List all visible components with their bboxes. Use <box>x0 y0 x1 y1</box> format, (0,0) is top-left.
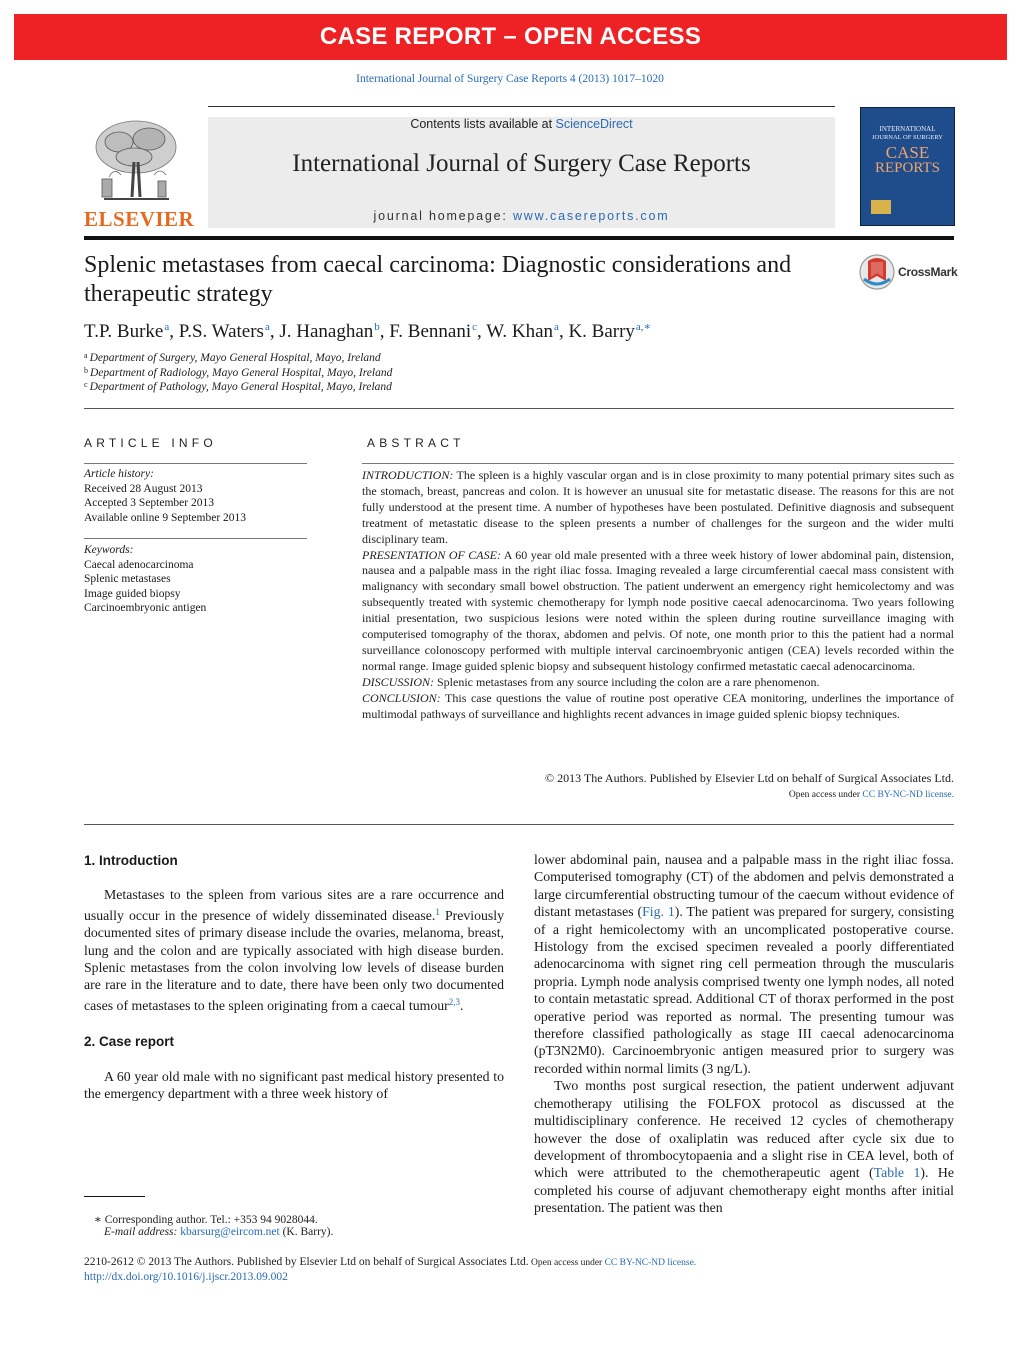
affiliation: $^b$ Department of Radiology, Mayo General Hospital, Mayo, Ireland <box>84 366 393 379</box>
journal-citation-link[interactable]: International Journal of Surgery Case Reports 4 (2013) 1017–1020 <box>356 73 664 85</box>
article-info-heading: ARTICLE INFO <box>84 436 217 450</box>
cover-line-3: CASE <box>885 142 930 162</box>
abstract-heading: ABSTRACT <box>367 436 465 450</box>
keyword: Carcinoembryonic antigen <box>84 602 207 614</box>
corresponding-author-note: ∗ Corresponding author. Tel.: +353 94 9028044. <box>94 1214 318 1226</box>
email-note: E-mail address: kbarsurg@eircom.net (K. Barry). <box>104 1226 334 1238</box>
cover-line-1: INTERNATIONAL <box>879 125 936 133</box>
affiliation: $^c$ Department of Pathology, Mayo General Hospital, Mayo, Ireland <box>84 380 392 393</box>
affiliation-rule <box>84 408 954 409</box>
author-affil-mark[interactable]: a <box>264 321 270 333</box>
issn-line: 2210-2612 © 2013 The Authors. Published by Elsevier Ltd on behalf of Surgical Associates Ltd. Open access under CC BY-NC-ND license. <box>84 1256 697 1268</box>
keyword: Caecal adenocarcinoma <box>84 558 194 571</box>
footer-license-link[interactable]: CC BY-NC-ND license. <box>604 1258 697 1268</box>
article-history: Article history: Received 28 August 2013 Accepted 3 September 2013 Available online 9 September 2013 <box>84 467 307 525</box>
table-link[interactable]: Table 1 <box>873 1165 921 1181</box>
open-access-note: Open access under CC BY-NC-ND license. <box>788 790 954 800</box>
author[interactable]: T.P. Burke <box>84 321 164 342</box>
author-affil-mark[interactable]: a <box>164 321 170 333</box>
cover-line-4: REPORTS <box>875 159 940 176</box>
abstract-text <box>362 468 954 723</box>
abstract-copyright: © 2013 The Authors. Published by Elsevier Ltd on behalf of Surgical Associates Ltd. <box>545 771 954 785</box>
abstract-conclusion: CONCLUSION: This case questions the value of routine post operative CEA monitoring, underlines the importance of multimodal pathways of surveillance and highlights recent advances in image guided splenic biopsy techniques. <box>362 690 954 721</box>
cover-line-2: JOURNAL OF SURGERY <box>872 134 943 141</box>
author-affil-mark[interactable]: a,∗ <box>635 321 652 333</box>
journal-name: International Journal of Surgery Case Reports <box>292 150 751 177</box>
reference-link[interactable]: 2,3 <box>448 996 460 1007</box>
header-bottom-rule <box>84 236 954 240</box>
chemotherapy-paragraph: Two months post surgical resection, the patient underwent adjuvant chemotherapy utilising the FOLFOX protocol as discussed at the multidisciplinary conference. He received 12 cycles of chemotherapy however the dose of oxaliplatin was reduced after cycle six due to development of thrombocytopaenia and a slight rise in CEA level, both of which were attributed to the chemotherapeutic agent (Table 1). He completed his course of adjuvant chemotherapy eight months after initial presentation. The patient was then <box>534 1078 954 1216</box>
doi-link[interactable]: http://dx.doi.org/10.1016/j.ijscr.2013.09.002 <box>84 1271 288 1283</box>
open-access-banner: CASE REPORT – OPEN ACCESS <box>14 14 1007 60</box>
author[interactable]: J. Hanaghan <box>279 321 374 342</box>
email-link[interactable]: kbarsurg@eircom.net <box>180 1226 280 1238</box>
section-heading-case-report: 2. Case report <box>84 1034 175 1050</box>
intro-paragraph: Metastases to the spleen from various sites are a rare occurrence and usually occur in the presence of widely disseminated disease.$^1$ Previously documented sites of primary disease include the ovaries, melanoma, breast, lung and the colon and are typically associated with high disease burden. Splenic metastases from the colon involving low levels of disease burden are rare in the literature and to date, there have been only two documented cases of metastases to the spleen originating from a caecal tumour$^{2,3}$. <box>84 887 504 1013</box>
abstract-introduction: INTRODUCTION: The spleen is a highly vascular organ and is in close proximity to many potential primary sites such as the stomach, breast, pancreas and colon. It is however an unusual site for metastatic disease. The reasons for this are not fully understood at the present time. A number of hypotheses have been postulated. Definitive diagnosis and subsequent treatment of metastatic disease to the spleen presents a number of challenges for the surgeon and the wider multi disciplinary team. <box>362 468 954 546</box>
keywords-rule <box>84 538 307 539</box>
abstract-presentation: PRESENTATION OF CASE: A 60 year old male presented with a three week history of lower abdominal pain, distension, nausea and a palpable mass in the right iliac fossa. Imaging revealed a large circumferential caecal mass consistent with malignancy with secondary small bowel obstruction. The patient underwent an emergency right hemicolectomy and was subsequently treated with systemic chemotherapy for lymph node positive caecal adenocarcinoma. Two years following initial presentation, two suspicious lesions were noted within the spleen during routine surveillance imaging with computerised tomography of the thorax, abdomen and pelvis. Of note, one month prior to this the patient had a normal surveillance colonoscopy performed with multiple interval carcinoembryonic antigen (CEA) levels recorded within the normal range. Image guided splenic biopsy and subsequent histology confirmed metastatic caecal adenocarcinoma. <box>362 547 954 673</box>
journal-cover-thumbnail <box>860 107 955 226</box>
section-heading-introduction: 1. Introduction <box>84 853 178 868</box>
sciencedirect-link[interactable]: ScienceDirect <box>555 117 633 131</box>
reference-link[interactable]: 1 <box>435 906 440 917</box>
history-accepted: Accepted 3 September 2013 <box>84 497 214 509</box>
abstract-rule <box>362 463 954 464</box>
cover-emblem <box>871 200 891 214</box>
author-affil-mark[interactable]: c <box>472 321 478 333</box>
keyword: Splenic metastases <box>84 573 171 585</box>
history-online: Available online 9 September 2013 <box>84 511 247 524</box>
journal-homepage-line: journal homepage: www.casereports.com <box>373 209 670 223</box>
footnote-rule <box>84 1196 145 1197</box>
author[interactable]: W. Khan <box>486 321 554 342</box>
homepage-link[interactable]: www.casereports.com <box>512 209 670 223</box>
contents-available-line: Contents lists available at ScienceDirect <box>410 117 633 131</box>
case-paragraph-continued: lower abdominal pain, nausea and a palpable mass in the right iliac fossa. Computerised tomography (CT) of the abdomen and pelvis demonstrated a large circumferential obstructing tumour of the caecum without evidence of distant metastases (Fig. 1). The patient was prepared for surgery, consisting of a right hemicolectomy with an uncomplicated postoperative course. Histology from the excised specimen revealed a poorly differentiated adenocarcinoma with signet ring cell permeation through the muscularis propria. Lymph node analysis comprised twenty one lymph nodes, all noted to contain metastatic spread. Additional CT of thorax performed in the post operative period was reported as normal. The presenting tumour was therefore classified pathologically as stage III caecal adenocarcinoma (pT3N2M0). Carcinoembryonic antigen measured prior to surgery was recorded within normal limits (3 ng/L). <box>534 852 954 1076</box>
abstract-discussion: DISCUSSION: Splenic metastases from any source including the colon are a rare phenomenon. <box>362 674 820 689</box>
article-title: Splenic metastases from caecal carcinoma: Diagnostic considerations and therapeutic strategy <box>84 252 792 307</box>
author[interactable]: P.S. Waters <box>178 321 264 342</box>
article-info-rule <box>84 463 307 464</box>
case-paragraph: A 60 year old male with no significant past medical history presented to the emergency department with a three week history of <box>84 1068 504 1102</box>
history-received: Received 28 August 2013 <box>84 482 203 495</box>
author-list: T.P. Burke$^a$, P.S. Waters$^a$, J. Hanaghan$^b$, F. Bennani$^c$, W. Khan$^a$, K. Barry$^{a,∗}$ <box>84 321 652 342</box>
author[interactable]: K. Barry <box>568 321 635 342</box>
crossmark-label[interactable]: CrossMark <box>898 265 958 279</box>
author-affil-mark[interactable]: a <box>554 321 559 333</box>
right-column <box>534 851 954 1217</box>
author[interactable]: F. Bennani <box>389 321 472 342</box>
keyword: Image guided biopsy <box>84 587 181 600</box>
figure-link[interactable]: Fig. 1 <box>642 904 675 920</box>
author-affil-mark[interactable]: b <box>374 321 380 333</box>
affiliation: $^a$ Department of Surgery, Mayo General Hospital, Mayo, Ireland <box>84 351 381 364</box>
body-top-rule <box>84 824 954 825</box>
crossmark-icon <box>858 253 898 291</box>
header-top-rule <box>208 106 835 107</box>
license-link[interactable]: CC BY-NC-ND license. <box>862 790 954 800</box>
elsevier-wordmark: ELSEVIER <box>84 207 195 231</box>
keywords-block: Keywords: Caecal adenocarcinoma Splenic metastases Image guided biopsy Carcinoembryonic antigen <box>84 543 307 616</box>
left-column <box>84 852 504 1102</box>
